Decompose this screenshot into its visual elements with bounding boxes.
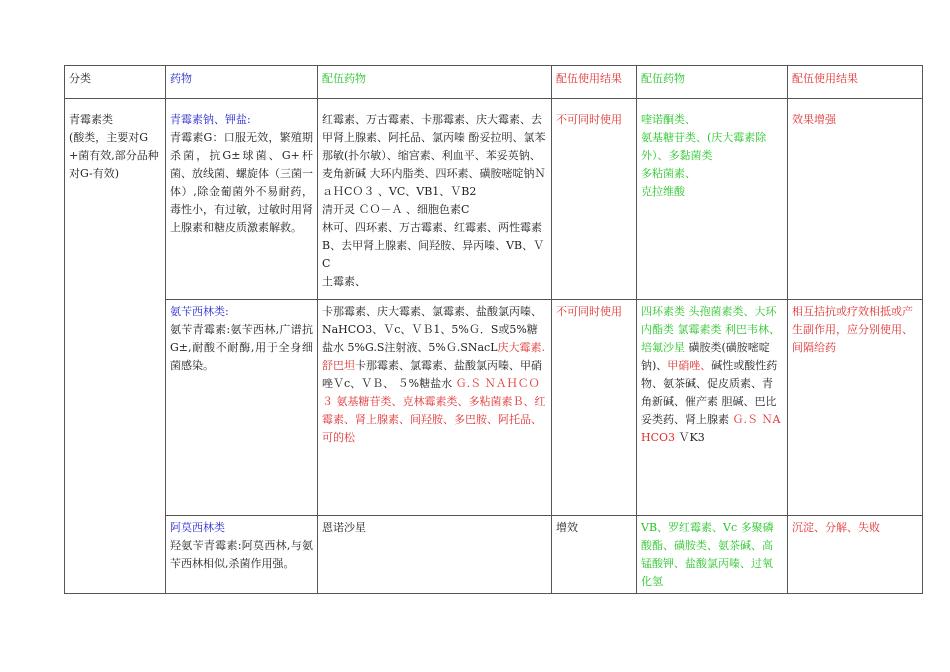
- combo-text: 卡那霉素、氯霉素、盐酸氯丙嗪、甲硝唑Ｖc、ＶＢ、 ５%糖盐水: [322, 359, 542, 390]
- header-combo-drug-2: 配伍药物: [637, 66, 788, 99]
- combo-drug-cell: [637, 300, 788, 516]
- combo-drug-cell: [318, 300, 552, 516]
- combo-text: 克拉维酸: [641, 185, 685, 198]
- combo-text: 碱性或酸性药物、氨茶碱、促皮质素、青角新碱、催产素 胆碱、巴比妥类药、肾上腺素: [641, 359, 778, 426]
- category-name: 青霉素类: [69, 113, 113, 126]
- combo-result-cell: 增效: [552, 516, 637, 594]
- drug-desc: 青霉素G：口服无效，繁殖期杀菌，抗G±球菌、G+杆菌、放线菌、螺旋体（三菌一体）,除金葡菌外不易耐药，毒性小，有过敏，过敏时用肾上腺素和糖皮质激素解救。: [170, 131, 313, 234]
- header-drug: 药物: [166, 66, 318, 99]
- table-row: [65, 516, 923, 594]
- drug-desc: 羟氨苄青霉素:阿莫西林,与氨苄西林相似,杀菌作用强。: [170, 539, 313, 570]
- drug-cell: [166, 516, 318, 594]
- combo-text: 庆大霉素.舒巴坦: [322, 341, 546, 372]
- drug-cell: [166, 300, 318, 516]
- combo-text: 林可、四环素、万古霉素、红霉素、两性霉素B、去甲肾上腺素、间羟胺、异丙嗪、VB、ＶC: [322, 221, 545, 270]
- combo-text: 红霉素、万古霉素、卡那霉素、庆大霉素、去甲肾上腺素、阿托品、氯丙嗪 酚妥拉明、氯苯那敏(扑尔敏）、缩宫素、利血平、苯妥英钠、麦角新碱 大环内脂类、四环素、磺胺嘧啶钠ＮａＨCＯ３ 、VC、VB1、ＶB2: [322, 113, 546, 198]
- combo-text: 卡那霉素、庆大霉素、氯霉素、盐酸氯丙嗪、NaHCO3、Ｖc、ＶＢ1、5%Ｇ．S或5%糖盐水 5%G.S注射液、5%Ｇ.SNacL: [322, 305, 542, 354]
- combo-text: Ｇ.Ｓ ＮAHCO3: [641, 413, 781, 444]
- header-combo-result-2: 配伍使用结果: [788, 66, 923, 99]
- combo-result-cell: 不可同时使用: [552, 300, 637, 516]
- category-desc: (酸类，主要对G+菌有效,部分品种对G-有效): [69, 131, 159, 180]
- category-cell: [65, 99, 166, 594]
- table-row: [65, 99, 923, 300]
- header-combo-drug-1: 配伍药物: [318, 66, 552, 99]
- combo-drug-cell: 恩诺沙星: [318, 516, 552, 594]
- combo-result-cell: 相互拮抗或疗效相抵或产生副作用，应分别使用、间隔给药: [788, 300, 923, 516]
- drug-desc: 氨苄青霉素:氨苄西林,广谱抗G±,耐酸不耐酶,用于全身细菌感染。: [170, 323, 313, 372]
- combo-text: 多粘菌素、: [641, 167, 696, 180]
- combo-drug-cell: [637, 99, 788, 300]
- combo-text: 喹诺酮类、: [641, 113, 696, 126]
- combo-text: 土霉素、: [322, 275, 366, 288]
- drug-name: 氨苄西林类:: [170, 305, 229, 318]
- combo-text: Ｇ.Ｓ ＮＡＨＣＯ３ 氨基糖苷类、克林霉素类、多粘菌素Ｂ、红霉素、肾上腺素、间羟胺、多巴胺、阿托品、可的松: [322, 377, 546, 444]
- combo-result-cell: 不可同时使用: [552, 99, 637, 300]
- header-category: 分类: [65, 66, 166, 99]
- header-combo-result-1: 配伍使用结果: [552, 66, 637, 99]
- combo-result-cell: 沉淀、分解、失败: [788, 516, 923, 594]
- combo-drug-cell: VB、罗红霉素、Vc 多聚磷酸酯、磺胺类、氨茶碱、高锰酸钾、盐酸氯丙嗪、过氧化氢: [637, 516, 788, 594]
- compatibility-table: [64, 65, 923, 594]
- combo-text: 磺胺类(磺胺嘧啶钠)、: [641, 341, 770, 372]
- header-row: [65, 66, 923, 99]
- combo-result-cell: 效果增强: [788, 99, 923, 300]
- table-row: [65, 300, 923, 516]
- combo-text: 四环素类 头孢菌素类、大环内酯类 氯霉素类 利巴韦林、培氟沙星: [641, 305, 780, 354]
- combo-text: ＶK3: [675, 431, 705, 444]
- combo-text: 氨基糖苷类、(庆大霉素除外）、多黏菌类: [641, 131, 767, 162]
- combo-drug-cell: [318, 99, 552, 300]
- drug-name: 阿莫西林类: [170, 521, 225, 534]
- combo-text: 清开灵 ＣＯ－Ａ 、细胞色素C: [322, 203, 470, 216]
- drug-cell: [166, 99, 318, 300]
- combo-text: 甲硝唑、: [667, 359, 712, 372]
- drug-name: 青霉素钠、钾盐:: [170, 113, 251, 126]
